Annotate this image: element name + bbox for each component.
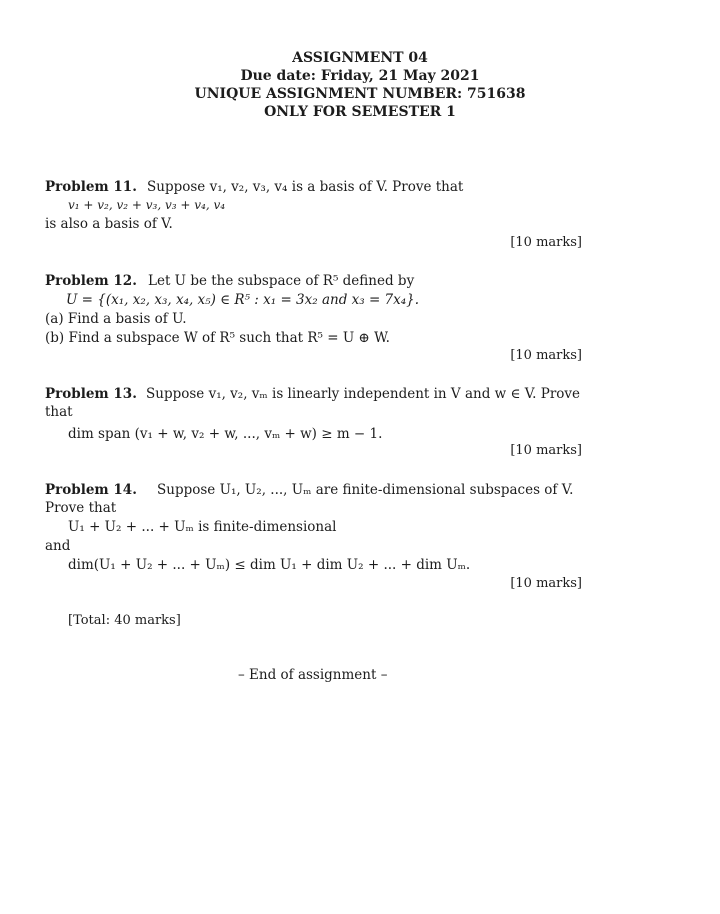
problem-14-label: Problem 14.	[45, 482, 137, 498]
semester-note: ONLY FOR SEMESTER 1	[264, 104, 456, 120]
problem-13-line-2: that	[45, 404, 73, 420]
problem-14-marks: [10 marks]	[510, 576, 582, 591]
problem-13-marks: [10 marks]	[510, 443, 582, 458]
total-marks: [Total: 40 marks]	[68, 613, 181, 628]
problem-12-label: Problem 12.	[45, 273, 137, 289]
problem-13-line-3: dim span (v₁ + w, v₂ + w, ..., vₘ + w) ≥ m − 1.	[68, 426, 383, 442]
due-date: Due date: Friday, 21 May 2021	[240, 68, 480, 84]
end-of-assignment: – End of assignment –	[238, 667, 388, 683]
problem-13-label: Problem 13.	[45, 386, 137, 402]
problem-12-line-4: (b) Find a subspace W of R⁵ such that R⁵ = U ⊕ W.	[45, 330, 390, 346]
problem-14-line-5: dim(U₁ + U₂ + ... + Uₘ) ≤ dim U₁ + dim U₂ + ... + dim Uₘ.	[68, 557, 471, 573]
problem-12-line-2: U = {(x₁, x₂, x₃, x₄, x₅) ∈ R⁵ : x₁ = 3x₂ and x₃ = 7x₄}.	[66, 292, 420, 308]
problem-14-line-3: U₁ + U₂ + ... + Uₘ is finite-dimensional	[68, 519, 337, 535]
problem-11-label: Problem 11.	[45, 179, 137, 195]
problem-13-line-1: Suppose v₁, v₂, vₘ is linearly independent in V and w ∈ V. Prove	[146, 386, 581, 402]
problem-12-marks: [10 marks]	[510, 348, 582, 363]
problem-11-line-2: v₁ + v₂, v₂ + v₃, v₃ + v₄, v₄	[68, 198, 226, 212]
problem-11-marks: [10 marks]	[510, 235, 582, 250]
assignment-title: ASSIGNMENT 04	[292, 50, 428, 66]
problem-14-line-4: and	[45, 538, 71, 554]
problem-12-line-1: Let U be the subspace of R⁵ defined by	[148, 273, 415, 289]
problem-14-line-2: Prove that	[45, 500, 117, 516]
problem-11-line-3: is also a basis of V.	[45, 216, 173, 232]
unique-assignment-number: UNIQUE ASSIGNMENT NUMBER: 751638	[194, 86, 526, 102]
problem-12-line-3: (a) Find a basis of U.	[45, 311, 187, 327]
problem-14-line-1: Suppose U₁, U₂, ..., Uₘ are finite-dimensional subspaces of V.	[157, 482, 574, 498]
problem-11-line-1: Suppose v₁, v₂, v₃, v₄ is a basis of V. Prove that	[147, 179, 464, 195]
